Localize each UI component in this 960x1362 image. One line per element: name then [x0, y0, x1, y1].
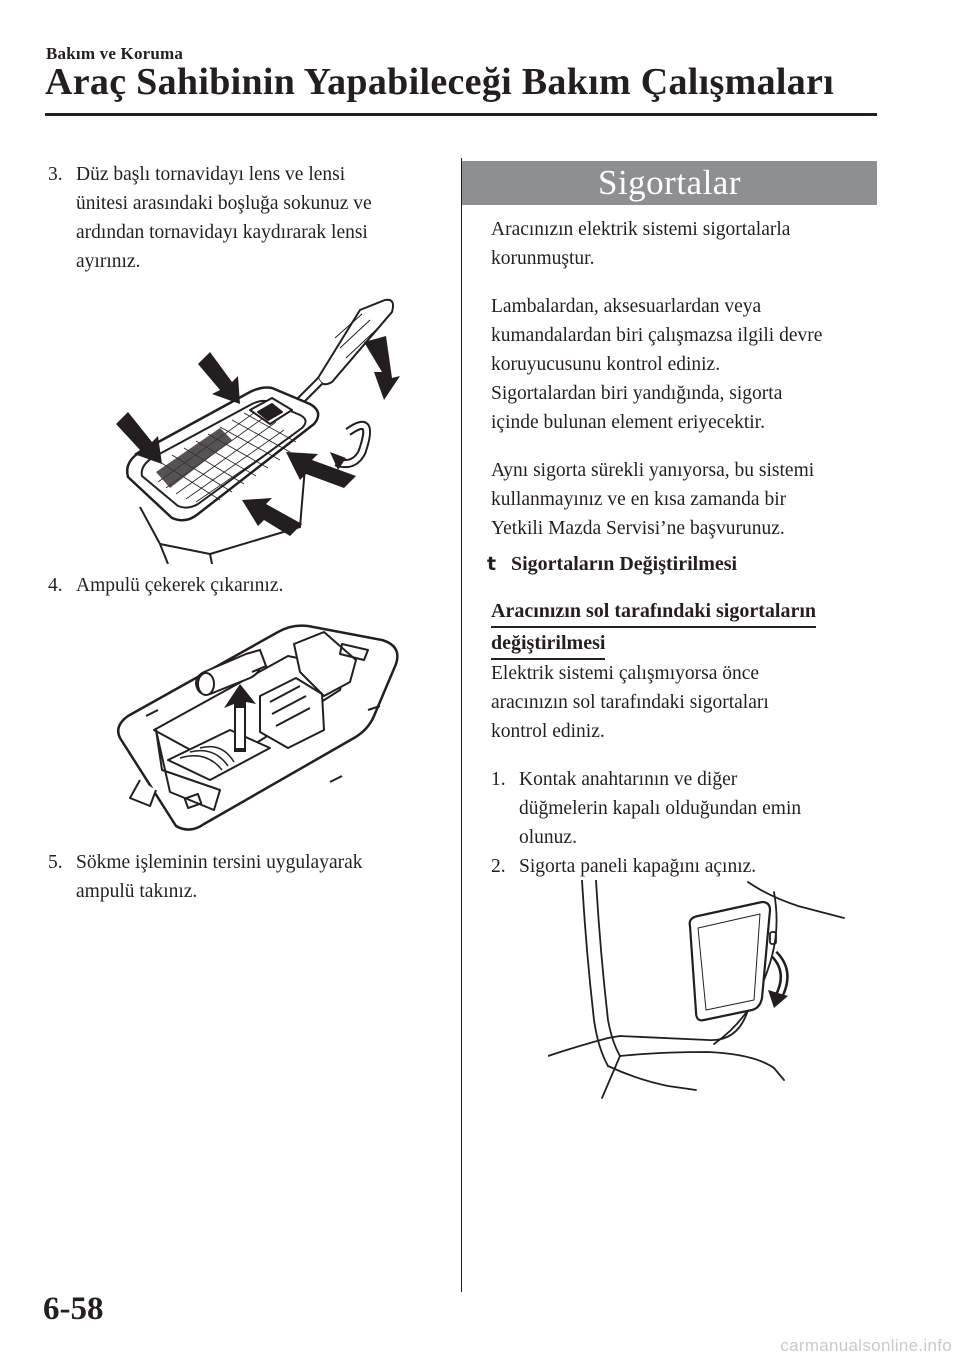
text-line: Aynı sigorta sürekli yanıyorsa, bu sistemi	[491, 460, 815, 481]
step-text: düğmelerin kapalı olduğundan emin	[519, 798, 802, 819]
step-number: 3.	[48, 164, 63, 185]
text-line: korunmuştur.	[491, 248, 595, 269]
step-text: olunuz.	[519, 827, 577, 848]
text-line: Aracınızın elektrik sistemi sigortalarla	[491, 219, 791, 240]
subsection-heading	[487, 553, 737, 576]
section-name: Bakım ve Koruma	[46, 44, 184, 63]
step-4	[48, 571, 283, 600]
heading-line: Aracınızın sol tarafındaki sigortaların	[491, 596, 816, 628]
fuse-check-paragraph	[491, 292, 822, 437]
title-rule	[45, 113, 877, 116]
step-3	[48, 160, 372, 276]
fuse-step-2	[491, 852, 756, 881]
page-title: Araç Sahibinin Yapabileceği Bakım Çalışmaları	[45, 61, 835, 103]
intro-paragraph	[491, 215, 790, 273]
bulb-removal-illustration	[110, 620, 410, 840]
fuse-panel-cover-illustration	[548, 880, 848, 1100]
subsection-heading-text: Sigortaların Değiştirilmesi	[511, 553, 738, 575]
text-line: kontrol ediniz.	[491, 721, 605, 742]
section-banner: Sigortalar	[462, 161, 877, 205]
step-text: Düz başlı tornavidayı lens ve lensi	[76, 164, 346, 185]
text-line: Yetkili Mazda Servisi’ne başvurunuz.	[491, 518, 785, 539]
text-line: Lambalardan, aksesuarlardan veya	[491, 296, 762, 317]
step-number: 5.	[48, 852, 63, 873]
text-line: içinde bulunan element eriyecektir.	[491, 412, 765, 433]
step-text: Kontak anahtarının ve diğer	[519, 769, 738, 790]
bullet-marker: t	[487, 553, 497, 575]
warning-paragraph	[491, 456, 814, 543]
watermark: carmanualsonline.info	[780, 1336, 952, 1355]
step-text: ayırınız.	[76, 251, 141, 272]
heading-line: değiştirilmesi	[491, 628, 605, 660]
step-text: Sigorta paneli kapağını açınız.	[519, 856, 757, 877]
step-5	[48, 848, 363, 906]
text-line: kumandalardan biri çalışmazsa ilgili devre	[491, 325, 823, 346]
step-text: ünitesi arasındaki boşluğa sokunuz ve	[76, 193, 372, 214]
text-line: aracınızın sol tarafındaki sigortaları	[491, 692, 769, 713]
underlined-heading	[491, 596, 816, 660]
text-line: Elektrik sistemi çalışmıyorsa önce	[491, 663, 760, 684]
column-divider	[461, 158, 462, 1292]
text-line: koruyucusunu kontrol ediniz.	[491, 354, 721, 375]
step-number: 4.	[48, 575, 63, 596]
fuse-step-1	[491, 765, 801, 852]
lens-removal-illustration	[100, 292, 410, 564]
step-text: Ampulü çekerek çıkarınız.	[76, 575, 284, 596]
page-number: 6-58	[43, 1291, 104, 1327]
step-number: 2.	[491, 856, 506, 877]
text-line: kullanmayınız ve en kısa zamanda bir	[491, 489, 787, 510]
step-text: Sökme işleminin tersini uygulayarak	[76, 852, 363, 873]
text-line: Sigortalardan biri yandığında, sigorta	[491, 383, 783, 404]
electric-check-paragraph	[491, 659, 769, 746]
step-text: ampulü takınız.	[76, 881, 198, 902]
step-number: 1.	[491, 769, 506, 790]
step-text: ardından tornavidayı kaydırarak lensi	[76, 222, 368, 243]
